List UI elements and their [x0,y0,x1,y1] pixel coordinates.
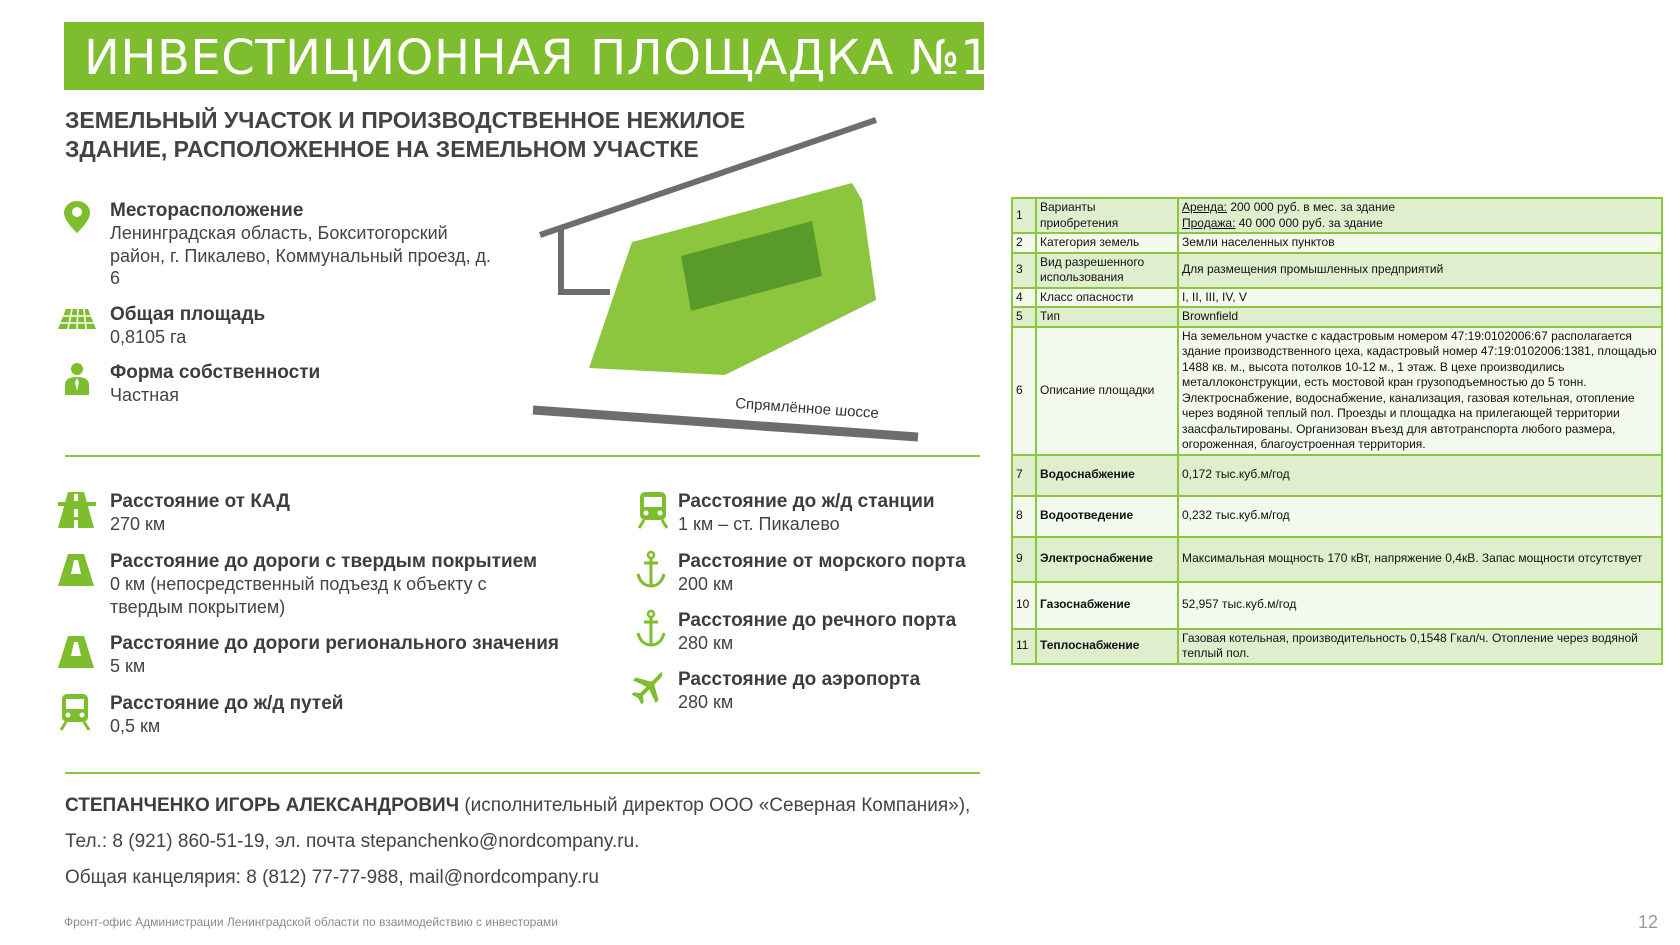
distance-value: 0 км (непосредственный подъезд к объекту с твердым покрытием) [110,574,487,617]
road-icon [58,550,98,590]
road-label: Спрямлённое шоссе [734,395,880,423]
distance-value: 1 км – ст. Пикалево [678,514,840,534]
distance-label: Расстояние до ж/д путей [110,693,344,714]
row-number: 1 [1012,198,1036,233]
train-icon [636,490,676,530]
table-row [1012,233,1662,253]
highway-icon [58,490,98,530]
distance-label: Расстояние до дороги с твердым покрытием [110,551,537,572]
row-value [1178,198,1662,233]
distance-label: Расстояние до аэропорта [678,669,921,690]
row-value: 0,232 тыс.куб.м/год [1178,496,1662,537]
row-name: Вид разрешенного использования [1036,253,1178,288]
row-name: Электроснабжение [1036,537,1178,582]
contact-person [65,795,970,817]
row-value: 52,957 тыс.куб.м/год [1178,582,1662,629]
table-row [1012,537,1662,582]
spec-table [1011,197,1663,665]
distance-sea-port [636,550,966,600]
distance-hard-road [58,550,598,620]
row-name: Категория земель [1036,233,1178,253]
row-number: 3 [1012,253,1036,288]
row-number: 2 [1012,233,1036,253]
table-row [1012,582,1662,629]
divider-top [65,455,980,457]
row-name: Варианты приобретения [1036,198,1178,233]
ownership-value: Частная [110,385,179,405]
distance-label: Расстояние от КАД [110,491,290,512]
row-name: Газоснабжение [1036,582,1178,629]
row-value: Газовая котельная, производительность 0,1548 Гкал/ч. Отопление через водяной теплый пол. [1178,629,1662,664]
table-row [1012,496,1662,537]
row-number: 10 [1012,582,1036,629]
distance-regional-road [58,632,618,682]
sale-value: 40 000 000 руб. за здание [1235,215,1383,230]
sale-label: Продажа: [1182,215,1236,230]
distance-river-port [636,609,966,659]
page-subtitle: ЗЕМЕЛЬНЫЙ УЧАСТОК И ПРОИЗВОДСТВЕННОЕ НЕЖИЛОЕ ЗДАНИЕ, РАСПОЛОЖЕННОЕ НА ЗЕМЕЛЬНОМ УЧАСТКЕ [65,107,746,162]
location-value: Ленинградская область, Бокситогорский район, г. Пикалево, Коммунальный проезд, д. 6 [110,223,492,288]
row-name: Водоотведение [1036,496,1178,537]
rent-value: 200 000 руб. в мес. за здание [1227,200,1395,214]
contact-office: Общая канцелярия: 8 (812) 77-77-988, mail@nordcompany.ru [65,867,599,888]
contact-name: СТЕПАНЧЕНКО ИГОРЬ АЛЕКСАНДРОВИЧ [65,795,460,816]
distance-label: Расстояние от морского порта [678,551,966,572]
location-label: Месторасположение [110,200,304,221]
table-row [1012,253,1662,288]
row-name: Водоснабжение [1036,455,1178,496]
road-icon [58,632,98,672]
row-number: 4 [1012,288,1036,308]
contact-phone: Тел.: 8 (921) 860-51-19, эл. почта stepanchenko@nordcompany.ru. [65,831,640,852]
distance-value: 0,5 км [110,716,161,736]
table-row [1012,629,1662,664]
row-number: 5 [1012,307,1036,327]
distance-label: Расстояние до ж/д станции [678,491,935,512]
row-number: 8 [1012,496,1036,537]
info-ownership [62,361,462,409]
row-value: I, II, III, IV, V [1178,288,1662,308]
distance-value: 5 км [110,656,146,676]
row-number: 7 [1012,455,1036,496]
row-name: Класс опасности [1036,288,1178,308]
anchor-icon [636,550,676,590]
area-value: 0,8105 га [110,327,187,347]
location-pin-icon [62,199,102,239]
person-icon [62,361,102,401]
row-value: Brownfield [1178,307,1662,327]
page-title: ИНВЕСТИЦИОННАЯ ПЛОЩАДКА №1 [84,30,992,86]
area-grid-icon [58,303,98,343]
contact-position: (исполнительный директор ООО «Северная Компания»), [459,795,971,816]
airplane-icon [632,668,672,708]
rent-label: Аренда: [1182,200,1227,214]
row-value: На земельном участке с кадастровым номером 47:19:0102006:67 располагается здание производственного цеха, кадастровый номер 47:19:0102006:1381, площадью 1488 кв. м., высота потолков 10-12 м., 1 этаж. В цехе производились металлоконструкции, есть мостовой кран грузоподъемностью до 5 тонн. Электроснабжение, водоснабжение, канализация, газовая котельная, отопление через водяной теплый пол. Проезды и площадка на прилегающей территории заасфальтированы. Организован въезд для автотранспорта любого размера, огороженная, благоустроенная территория. [1178,327,1662,455]
row-name: Тип [1036,307,1178,327]
site-map [520,110,920,450]
info-location [62,199,502,289]
row-name: Теплоснабжение [1036,629,1178,664]
distance-value: 200 км [678,574,734,594]
train-icon [58,692,98,732]
distance-value: 280 км [678,692,734,712]
footer-text: Фронт-офис Администрации Ленинградской области по взаимодействию с инвесторами [64,915,558,929]
row-number: 6 [1012,327,1036,455]
distance-value: 270 км [110,514,166,534]
row-value: Земли населенных пунктов [1178,233,1662,253]
distance-station [636,490,966,540]
row-number: 9 [1012,537,1036,582]
area-label: Общая площадь [110,304,266,325]
map-access-road [561,228,610,292]
distance-kad [58,490,598,540]
distance-railway [58,692,598,742]
info-area [58,303,458,351]
table-row [1012,198,1662,233]
row-number: 11 [1012,629,1036,664]
table-row [1012,288,1662,308]
distance-label: Расстояние до дороги регионального значения [110,633,559,654]
distance-label: Расстояние до речного порта [678,610,957,631]
page-number: 12 [1637,912,1658,932]
table-row [1012,307,1662,327]
row-name: Описание площадки [1036,327,1178,455]
row-value: Максимальная мощность 170 кВт, напряжение 0,4кВ. Запас мощности отсутствует [1178,537,1662,582]
table-row [1012,455,1662,496]
anchor-icon [636,609,676,649]
divider-bottom [65,772,980,774]
row-value: Для размещения промышленных предприятий [1178,253,1662,288]
row-value: 0,172 тыс.куб.м/год [1178,455,1662,496]
distance-airport [632,668,966,718]
distance-value: 280 км [678,633,734,653]
ownership-label: Форма собственности [110,362,321,383]
table-row [1012,327,1662,455]
